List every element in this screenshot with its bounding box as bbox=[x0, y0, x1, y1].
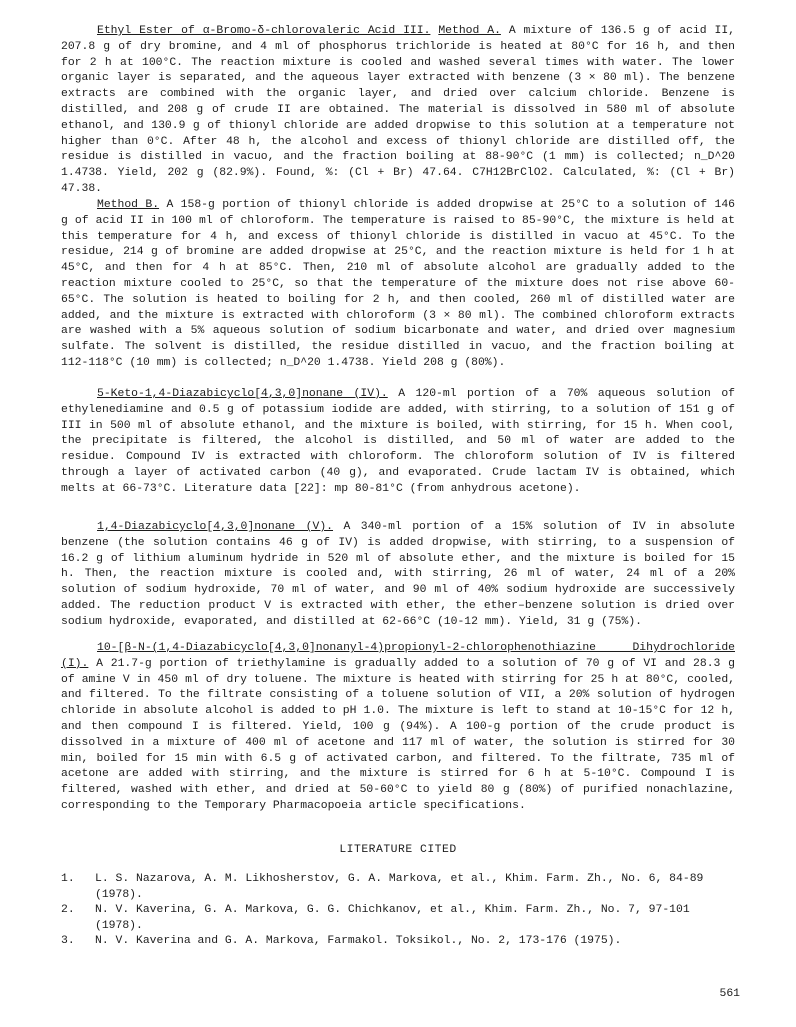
section-heading: 5-Keto-1,4-Diazabicyclo[4,3,0]nonane (IV). bbox=[97, 388, 388, 400]
method-label: Method A. bbox=[438, 25, 501, 37]
paragraph-body: A 21.7-g portion of triethylamine is gradually added to a solution of 70 g of VI and 28.3 g of amine V in 450 ml of dry toluene. The mixture is heated with stirring for 25 h at 80°C, cooled, and filtered. To the filtrate consisting of a toluene solution of VII, a 20% solution of hydrogen chloride in absolute alcohol is added to pH 1.0. The mixture is left to stand at 10-15°C for 12 h, and then compound I is filtered. Yield, 100 g (94%). A 100-g portion of the crude product is dissolved in a mixture of 400 ml of acetone and 117 ml of water, the solution is stirred for 30 min, boiled for 15 min with 6.5 g of activated carbon, and filtered. To the filtrate, 735 ml of acetone are added with stirring, and the mixture is stirred for 6 h at 5-10°C. Compound I is filtered, washed with ether, and dried at 50-60°C to yield 80 g (80%) of purified nonachlazine, corresponding to the Temporary Pharmacopoeia article specifications. bbox=[61, 657, 736, 812]
reference-number: 1. bbox=[61, 873, 75, 885]
paragraph-body: A 340-ml portion of a 15% solution of IV in absolute benzene (the solution contains 46 g of IV) is added dropwise, with stirring, to a suspension of 16.2 g of lithium aluminum hydride in 520 ml of absolute ether, and the mixture is boiled for 15 h. Then, the reaction mixture is cooled and, with stirring, 26 ml of water, 24 ml of a 20% solution of sodium hydroxide, 70 ml of water, and 90 ml of 40% sodium hydroxide are successively added. The reduction product V is extracted with ether, the ether–benzene solution is dried over sodium hydroxide, evaporated, and distilled at 62-66°C (10-12 mm). Yield, 31 g (75%). bbox=[61, 521, 735, 628]
section-heading: 1,4-Diazabicyclo[4,3,0]nonane (V). bbox=[97, 521, 334, 533]
reference-number: 3. bbox=[61, 935, 75, 947]
paragraph-keto-diazabicyclononane bbox=[61, 387, 735, 498]
section-heading: 10-[β-N-(1,4-Diazabicyclo[4,3,0]nonanyl-4)propionyl-2-chlorophenothiazine Dihydrochloride (I). bbox=[61, 642, 735, 670]
paragraph-body: A 158-g portion of thionyl chloride is added dropwise at 25°C to a solution of 146 g of acid II in 100 ml of chloroform. The temperature is raised to 85-90°C, the mixture is held at this temperature for 4 h, and excess of thionyl chloride is distilled in vacuo at 45°C. To the residue, 214 g of bromine are added dropwise at 25°C, and the reaction mixture is held for 1 h at 45°C, and then for 4 h at 85°C. Then, 210 ml of absolute alcohol are gradually added to the reaction mixture cooled to 25°C, so that the temperature of the mixture does not rise above 60-65°C. The solution is heated to boiling for 2 h, and then cooled, 260 ml of distilled water are added, and the mixture is extracted with chloroform (3 × 80 ml). The combined chloroform extracts are washed with a 5% aqueous solution of sodium bicarbonate and water, and dried over magnesium sulfate. The solvent is distilled, the residue distilled in vacuo, and the fraction boiling at 112-118°C (10 mm) is collected; n_D^20 1.4738. Yield 208 g (80%). bbox=[61, 199, 735, 369]
paragraph-chlorophenothiazine bbox=[61, 641, 735, 815]
literature-cited-heading: LITERATURE CITED bbox=[339, 844, 457, 856]
paragraph-method-b bbox=[61, 198, 735, 372]
method-label: Method B. bbox=[97, 199, 160, 211]
page-number: 561 bbox=[719, 988, 740, 1000]
paragraph-body: A 120-ml portion of a 70% aqueous solution of ethylenediamine and 0.5 g of potassium iodide are added, with stirring, to a solution of 151 g of III in 500 ml of absolute ethanol, and the mixture is boiled, with stirring, for 15 h. When cool, the precipitate is filtered, the alcohol is distilled, and 50 ml of water are added to the residue. Compound IV is extracted with chloroform. The chloroform solution of IV is filtered through a layer of activated carbon (40 g), and evaporated. Crude lactam IV is obtained, which melts at 66-73°C. Literature data [22]: mp 80-81°C (from anhydrous acetone). bbox=[61, 388, 735, 495]
reference-text: L. S. Nazarova, A. M. Likhosherstov, G. A. Markova, et al., Khim. Farm. Zh., No. 6, 84-89 (1978). bbox=[95, 873, 704, 901]
paragraph-ethyl-ester bbox=[61, 24, 735, 198]
reference-text: N. V. Kaverina, G. A. Markova, G. G. Chichkanov, et al., Khim. Farm. Zh., No. 7, 97-101 (1978). bbox=[95, 904, 690, 932]
section-heading: Ethyl Ester of α-Bromo-δ-chlorovaleric Acid III. bbox=[97, 25, 431, 37]
reference-text: N. V. Kaverina and G. A. Markova, Farmakol. Toksikol., No. 2, 173-176 (1975). bbox=[95, 935, 622, 947]
reference-number: 2. bbox=[61, 904, 75, 916]
paragraph-body: A mixture of 136.5 g of acid II, 207.8 g of dry bromine, and 4 ml of phosphorus trichloride is heated at 80°C for 16 h, and then for 2 h at 100°C. The reaction mixture is cooled and washed several times with water. The lower organic layer is separated, and the aqueous layer extracted with benzene (3 × 80 ml). The benzene extracts are combined with the organic layer, and dried over calcium chloride. Benzene is distilled, and 208 g of crude II are obtained. The material is dissolved in 580 ml of absolute ethanol, and 130.9 g of thionyl chloride are added dropwise to this solution at a temperature not higher than 0°C. After 48 h, the alcohol and excess of thionyl chloride are distilled off, the residue is distilled in vacuo, and the fraction boiling at 88-90°C (1 mm) is collected; n_D^20 1.4738. Yield, 202 g (82.9%). Found, %: (Cl + Br) 47.64. C7H12BrClO2. Calculated, %: (Cl + Br) 47.38. bbox=[61, 25, 735, 195]
paragraph-diazabicyclononane bbox=[61, 520, 735, 631]
